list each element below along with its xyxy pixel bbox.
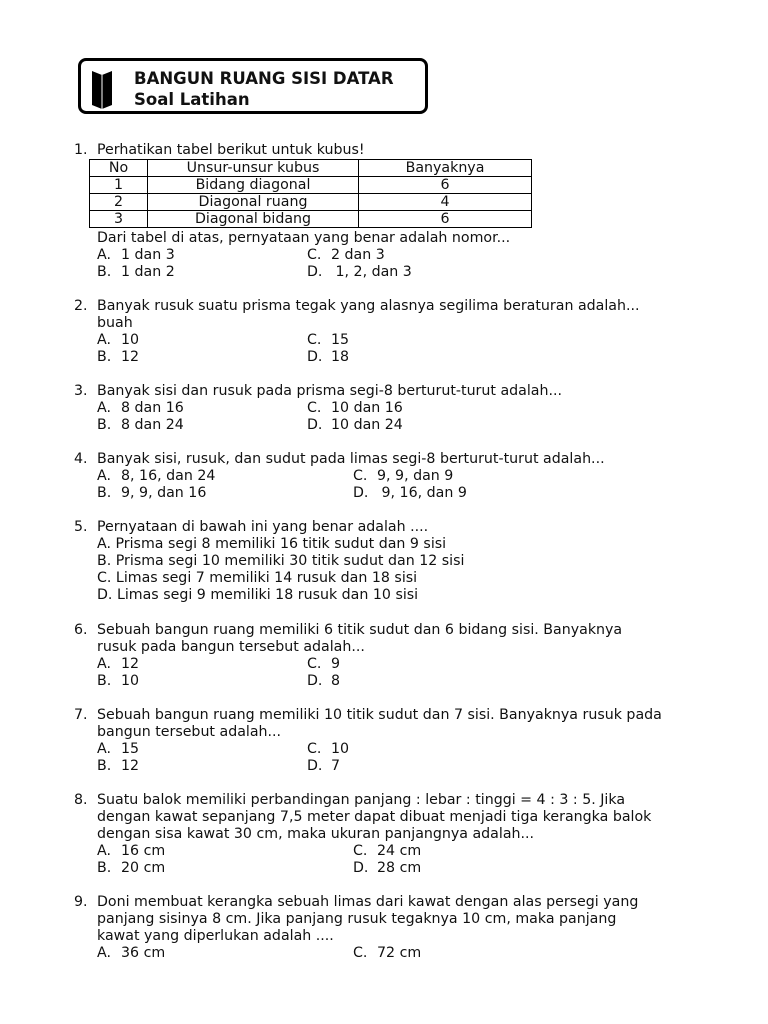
option-d[interactable]: D. 7: [307, 758, 341, 774]
question-number: 3.: [74, 383, 88, 399]
option-c[interactable]: C. Limas segi 7 memiliki 14 rusuk dan 18 sisi: [97, 570, 418, 586]
option-b[interactable]: B. 10: [97, 673, 140, 689]
table-row: [90, 194, 532, 211]
option-c[interactable]: C. 10: [307, 741, 350, 757]
question-text: dengan sisa kawat 30 cm, maka ukuran panjangnya adalah...: [97, 826, 535, 842]
option-b[interactable]: B. 8 dan 24: [97, 417, 184, 433]
question-number: 8.: [74, 792, 88, 808]
question-number: 7.: [74, 707, 88, 723]
question-number: 4.: [74, 451, 88, 467]
option-d[interactable]: D. 28 cm: [353, 860, 422, 876]
option-b[interactable]: B. 12: [97, 758, 140, 774]
question-text: Banyak rusuk suatu prisma tegak yang alasnya segilima beraturan adalah...: [97, 298, 640, 314]
table-header-row: [90, 160, 532, 177]
question-text: Pernyataan di bawah ini yang benar adalah ....: [97, 519, 429, 535]
question-text: Perhatikan tabel berikut untuk kubus!: [97, 142, 365, 158]
table-cell: Diagonal bidang: [148, 211, 359, 228]
option-d[interactable]: D. 8: [307, 673, 341, 689]
question-text: dengan kawat sepanjang 7,5 meter dapat dibuat menjadi tiga kerangka balok: [97, 809, 652, 825]
option-c[interactable]: C. 15: [307, 332, 350, 348]
option-a[interactable]: A. 36 cm: [97, 945, 166, 961]
option-a[interactable]: A. 8, 16, dan 24: [97, 468, 216, 484]
option-d[interactable]: D. 1, 2, dan 3: [307, 264, 412, 280]
option-d[interactable]: D. 9, 16, dan 9: [353, 485, 467, 501]
question-number: 2.: [74, 298, 88, 314]
question-text: Banyak sisi dan rusuk pada prisma segi-8 berturut-turut adalah...: [97, 383, 563, 399]
table-cell: 2: [90, 194, 148, 211]
question-text: bangun tersebut adalah...: [97, 724, 282, 740]
table-header: Unsur-unsur kubus: [148, 160, 359, 177]
question-number: 9.: [74, 894, 88, 910]
option-b[interactable]: B. 9, 9, dan 16: [97, 485, 207, 501]
table-cell: 1: [90, 177, 148, 194]
table-cell: Bidang diagonal: [148, 177, 359, 194]
question-number: 6.: [74, 622, 88, 638]
option-d[interactable]: D. 18: [307, 349, 350, 365]
title-box: [78, 58, 428, 114]
question-text: Sebuah bangun ruang memiliki 6 titik sudut dan 6 bidang sisi. Banyaknya: [97, 622, 623, 638]
option-a[interactable]: A. 12: [97, 656, 140, 672]
question-number: 1.: [74, 142, 88, 158]
question-text: Dari tabel di atas, pernyataan yang benar adalah nomor...: [97, 230, 511, 246]
option-c[interactable]: C. 24 cm: [353, 843, 422, 859]
option-a[interactable]: A. 8 dan 16: [97, 400, 184, 416]
option-c[interactable]: C. 2 dan 3: [307, 247, 385, 263]
question-text: Sebuah bangun ruang memiliki 10 titik sudut dan 7 sisi. Banyaknya rusuk pada: [97, 707, 662, 723]
option-a[interactable]: A. 1 dan 3: [97, 247, 175, 263]
table-header: No: [90, 160, 148, 177]
table-cell: 6: [359, 177, 532, 194]
table-cell: 6: [359, 211, 532, 228]
table-cell: 3: [90, 211, 148, 228]
option-a[interactable]: A. 16 cm: [97, 843, 166, 859]
table-row: [90, 211, 532, 228]
option-a[interactable]: A. 10: [97, 332, 140, 348]
cube-table: [89, 159, 532, 228]
question-text: Suatu balok memiliki perbandingan panjang : lebar : tinggi = 4 : 3 : 5. Jika: [97, 792, 626, 808]
option-a[interactable]: A. 15: [97, 741, 140, 757]
option-b[interactable]: B. 12: [97, 349, 140, 365]
option-d[interactable]: D. Limas segi 9 memiliki 18 rusuk dan 10 sisi: [97, 587, 419, 603]
page-subtitle: Soal Latihan: [134, 90, 250, 109]
table-row: [90, 177, 532, 194]
question-text: Doni membuat kerangka sebuah limas dari kawat dengan alas persegi yang: [97, 894, 639, 910]
option-b[interactable]: B. 1 dan 2: [97, 264, 175, 280]
table-cell: 4: [359, 194, 532, 211]
question-text: rusuk pada bangun tersebut adalah...: [97, 639, 365, 655]
option-c[interactable]: C. 72 cm: [353, 945, 422, 961]
book-icon: [90, 67, 114, 111]
option-c[interactable]: C. 9, 9, dan 9: [353, 468, 454, 484]
option-a[interactable]: A. Prisma segi 8 memiliki 16 titik sudut dan 9 sisi: [97, 536, 447, 552]
option-c[interactable]: C. 10 dan 16: [307, 400, 403, 416]
page-title: BANGUN RUANG SISI DATAR: [134, 69, 394, 88]
option-b[interactable]: B. Prisma segi 10 memiliki 30 titik sudut dan 12 sisi: [97, 553, 465, 569]
question-text: Banyak sisi, rusuk, dan sudut pada limas segi-8 berturut-turut adalah...: [97, 451, 605, 467]
option-d[interactable]: D. 10 dan 24: [307, 417, 403, 433]
question-text: buah: [97, 315, 133, 331]
table-header: Banyaknya: [359, 160, 532, 177]
option-c[interactable]: C. 9: [307, 656, 341, 672]
question-number: 5.: [74, 519, 88, 535]
option-b[interactable]: B. 20 cm: [97, 860, 166, 876]
table-cell: Diagonal ruang: [148, 194, 359, 211]
question-text: kawat yang diperlukan adalah ....: [97, 928, 334, 944]
question-text: panjang sisinya 8 cm. Jika panjang rusuk tegaknya 10 cm, maka panjang: [97, 911, 617, 927]
